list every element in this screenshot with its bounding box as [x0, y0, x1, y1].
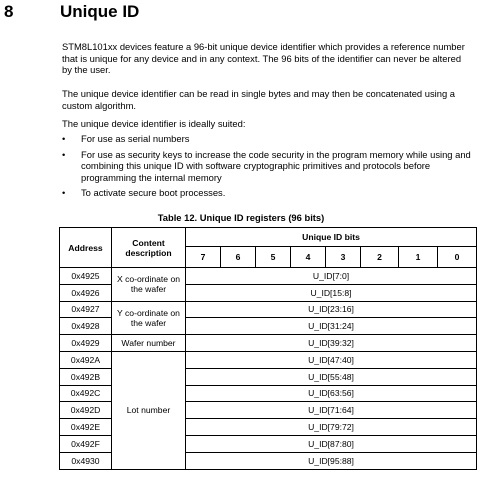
bits-cell: U_ID[31:24]	[186, 318, 477, 335]
content-cell-lot: Lot number	[112, 351, 186, 469]
header-unique-id-bits: Unique ID bits	[186, 228, 477, 247]
bullet-item: • For use as serial numbers	[62, 133, 190, 144]
bits-cell: U_ID[39:32]	[186, 335, 477, 352]
bit-header: 5	[256, 247, 291, 268]
content-cell-ycoord: Y co-ordinate on the wafer	[112, 301, 186, 335]
paragraph-read: The unique device identifier can be read in single bytes and may then be concatenated using a custom algorithm.	[62, 88, 455, 111]
bullet-list	[62, 133, 472, 203]
bits-cell: U_ID[71:64]	[186, 402, 477, 419]
bits-cell: U_ID[7:0]	[186, 268, 477, 285]
bit-header: 4	[291, 247, 326, 268]
section-title: Unique ID	[60, 2, 140, 21]
bit-header: 6	[221, 247, 256, 268]
bit-header: 1	[399, 247, 438, 268]
address-cell: 0x4927	[60, 301, 112, 318]
bits-cell: U_ID[87:80]	[186, 435, 477, 452]
content-cell-wafer: Wafer number	[112, 335, 186, 352]
table-row	[60, 351, 477, 368]
header-content: Content description	[112, 228, 186, 268]
bits-cell: U_ID[79:72]	[186, 419, 477, 436]
address-cell: 0x4926	[60, 284, 112, 301]
bit-header: 0	[438, 247, 477, 268]
address-cell: 0x4930	[60, 452, 112, 469]
bullet-item: • For use as security keys to increase the code security in the program memory while using and combining this unique ID with software cryptographic primitives and protocols before programming the internal memory	[62, 148, 471, 183]
bit-header: 3	[326, 247, 361, 268]
section-heading	[4, 0, 139, 24]
unique-id-registers-table	[59, 227, 477, 470]
table-caption: Table 12. Unique ID registers (96 bits)	[157, 212, 325, 223]
bit-header: 7	[186, 247, 221, 268]
address-cell: 0x492D	[60, 402, 112, 419]
address-cell: 0x492C	[60, 385, 112, 402]
header-address: Address	[60, 228, 112, 268]
paragraph-intro: STM8L101xx devices feature a 96-bit unique device identifier which provides a reference number that is unique for any device and in any context. The 96 bits of the identifier can never be altered by the user.	[62, 41, 465, 76]
bullet-dot: •	[62, 148, 66, 160]
bits-cell: U_ID[15:8]	[186, 284, 477, 301]
bits-cell: U_ID[95:88]	[186, 452, 477, 469]
address-cell: 0x4925	[60, 268, 112, 285]
address-cell: 0x492A	[60, 351, 112, 368]
section-number: 8	[4, 2, 14, 21]
bit-header: 2	[361, 247, 399, 268]
address-cell: 0x4928	[60, 318, 112, 335]
bullet-item: • To activate secure boot processes.	[62, 187, 226, 199]
content-cell-xcoord: X co-ordinate on the wafer	[112, 268, 186, 302]
paragraph-suited: The unique device identifier is ideally suited:	[62, 118, 246, 129]
bits-cell: U_ID[23:16]	[186, 301, 477, 318]
bits-cell: U_ID[55:48]	[186, 368, 477, 385]
table-row	[60, 335, 477, 352]
address-cell: 0x4929	[60, 335, 112, 352]
bits-cell: U_ID[47:40]	[186, 351, 477, 368]
table-row	[60, 268, 477, 285]
address-cell: 0x492B	[60, 368, 112, 385]
bullet-dot: •	[62, 187, 66, 199]
bits-cell: U_ID[63:56]	[186, 385, 477, 402]
address-cell: 0x492F	[60, 435, 112, 452]
table-row	[60, 301, 477, 318]
bullet-dot: •	[62, 133, 66, 144]
address-cell: 0x492E	[60, 419, 112, 436]
